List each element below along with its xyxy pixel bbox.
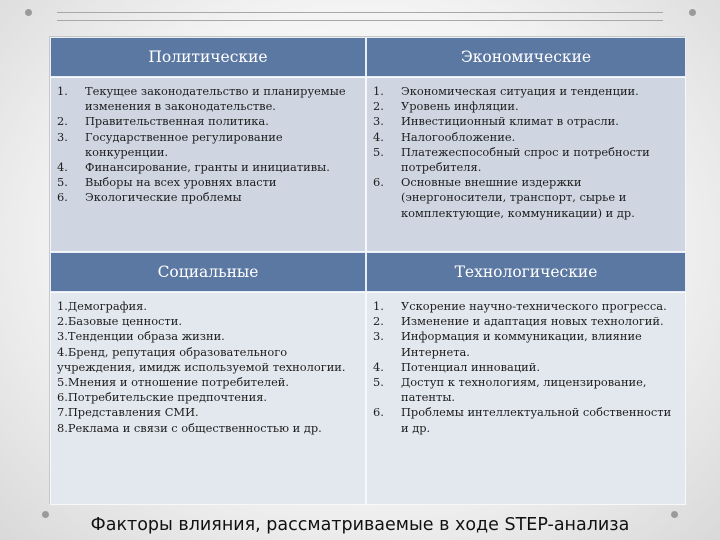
item-number: 6. (57, 190, 68, 205)
item-text: Уровень инфляции. (401, 99, 519, 114)
list-item (57, 114, 357, 129)
list-item (373, 329, 677, 359)
item-number: 6. (373, 175, 384, 190)
item-text: Изменение и адаптация новых технологий. (401, 314, 664, 329)
item-text: Проблемы интеллектуальной собственности и др. (401, 405, 672, 435)
list-item (57, 84, 357, 114)
list-item (57, 160, 357, 175)
item-number: 5. (373, 144, 384, 159)
list-item (373, 130, 677, 145)
item-number: 3. (373, 114, 384, 129)
item-number: 1. (373, 299, 384, 313)
top-rule (57, 12, 663, 13)
header-economic: Экономические (366, 37, 686, 77)
cell-economic (366, 77, 686, 252)
cell-political (50, 77, 366, 252)
social-list (57, 299, 357, 436)
item-text: Экономическая ситуация и тенденции. (401, 84, 639, 98)
item-number: 2. (373, 99, 384, 114)
list-item (57, 190, 357, 205)
item-text: Информация и коммуникации, влияние Интернета. (401, 329, 642, 359)
dot-icon (689, 9, 696, 16)
item-number: 5. (57, 175, 68, 190)
item-number: 2. (373, 314, 384, 329)
list-item: 5.Мнения и отношение потребителей. (57, 375, 290, 390)
item-number: 4. (373, 359, 384, 374)
slide-caption: Факторы влияния, рассматриваемые в ходе STEP-анализа (90, 515, 630, 535)
cell-social (50, 292, 366, 505)
list-item (373, 175, 677, 221)
header-technological: Технологические (366, 252, 686, 292)
item-number: 3. (373, 329, 384, 344)
item-number: 6. (373, 405, 384, 420)
item-number: 1. (373, 84, 384, 98)
item-number: 2. (57, 114, 68, 129)
list-item (373, 299, 677, 314)
step-table (49, 36, 685, 504)
list-item: 1.Демография. (57, 299, 147, 313)
header-political: Политические (50, 37, 366, 77)
list-item (373, 84, 677, 99)
list-item: 4.Бренд, репутация образовательного учреждения, имидж используемой технологии. (57, 344, 346, 374)
item-text: Основные внешние издержки (энергоносители, транспорт, сырье и комплектующие, коммуникации) и др. (401, 175, 635, 220)
list-item (373, 99, 677, 114)
list-item: 3.Тенденции образа жизни. (57, 329, 225, 344)
item-number: 1. (57, 84, 68, 98)
item-text: Экологические проблемы (85, 190, 242, 205)
item-text: Выборы на всех уровнях власти (85, 175, 277, 190)
top-rule (57, 20, 663, 21)
list-item: 6.Потребительские предпочтения. (57, 390, 268, 405)
list-item: 2.Базовые ценности. (57, 314, 182, 329)
economic-list (373, 84, 677, 221)
list-item (373, 114, 677, 129)
technological-list (373, 299, 677, 436)
list-item (373, 145, 677, 175)
item-number: 3. (57, 129, 68, 144)
item-text: Доступ к технологиям, лицензирование, патенты. (401, 375, 647, 405)
item-text: Налогообложение. (401, 129, 516, 144)
list-item (373, 360, 677, 375)
item-text: Государственное регулирование конкуренции. (85, 129, 283, 159)
item-text: Инвестиционный климат в отрасли. (401, 114, 619, 129)
item-number: 5. (373, 375, 384, 390)
list-item (373, 375, 677, 405)
item-text: Ускорение научно-технического прогресса. (401, 299, 667, 313)
list-item (373, 314, 677, 329)
item-text: Платежеспособный спрос и потребности потребителя. (401, 144, 650, 175)
list-item (57, 130, 357, 160)
item-number: 4. (57, 160, 68, 175)
item-text: Правительственная политика. (85, 114, 269, 129)
item-text: Финансирование, гранты и инициативы. (85, 160, 330, 175)
header-social: Социальные (50, 252, 366, 292)
dot-icon (25, 9, 32, 16)
list-item (57, 175, 357, 190)
political-list (57, 84, 357, 206)
list-item: 7.Представления СМИ. (57, 405, 199, 420)
list-item (373, 405, 677, 435)
item-number: 4. (373, 129, 384, 144)
list-item: 8.Реклама и связи с общественностью и др. (57, 420, 322, 435)
cell-technological (366, 292, 686, 505)
item-text: Текущее законодательство и планируемые изменения в законодательстве. (85, 84, 346, 114)
item-text: Потенциал инноваций. (401, 359, 540, 374)
